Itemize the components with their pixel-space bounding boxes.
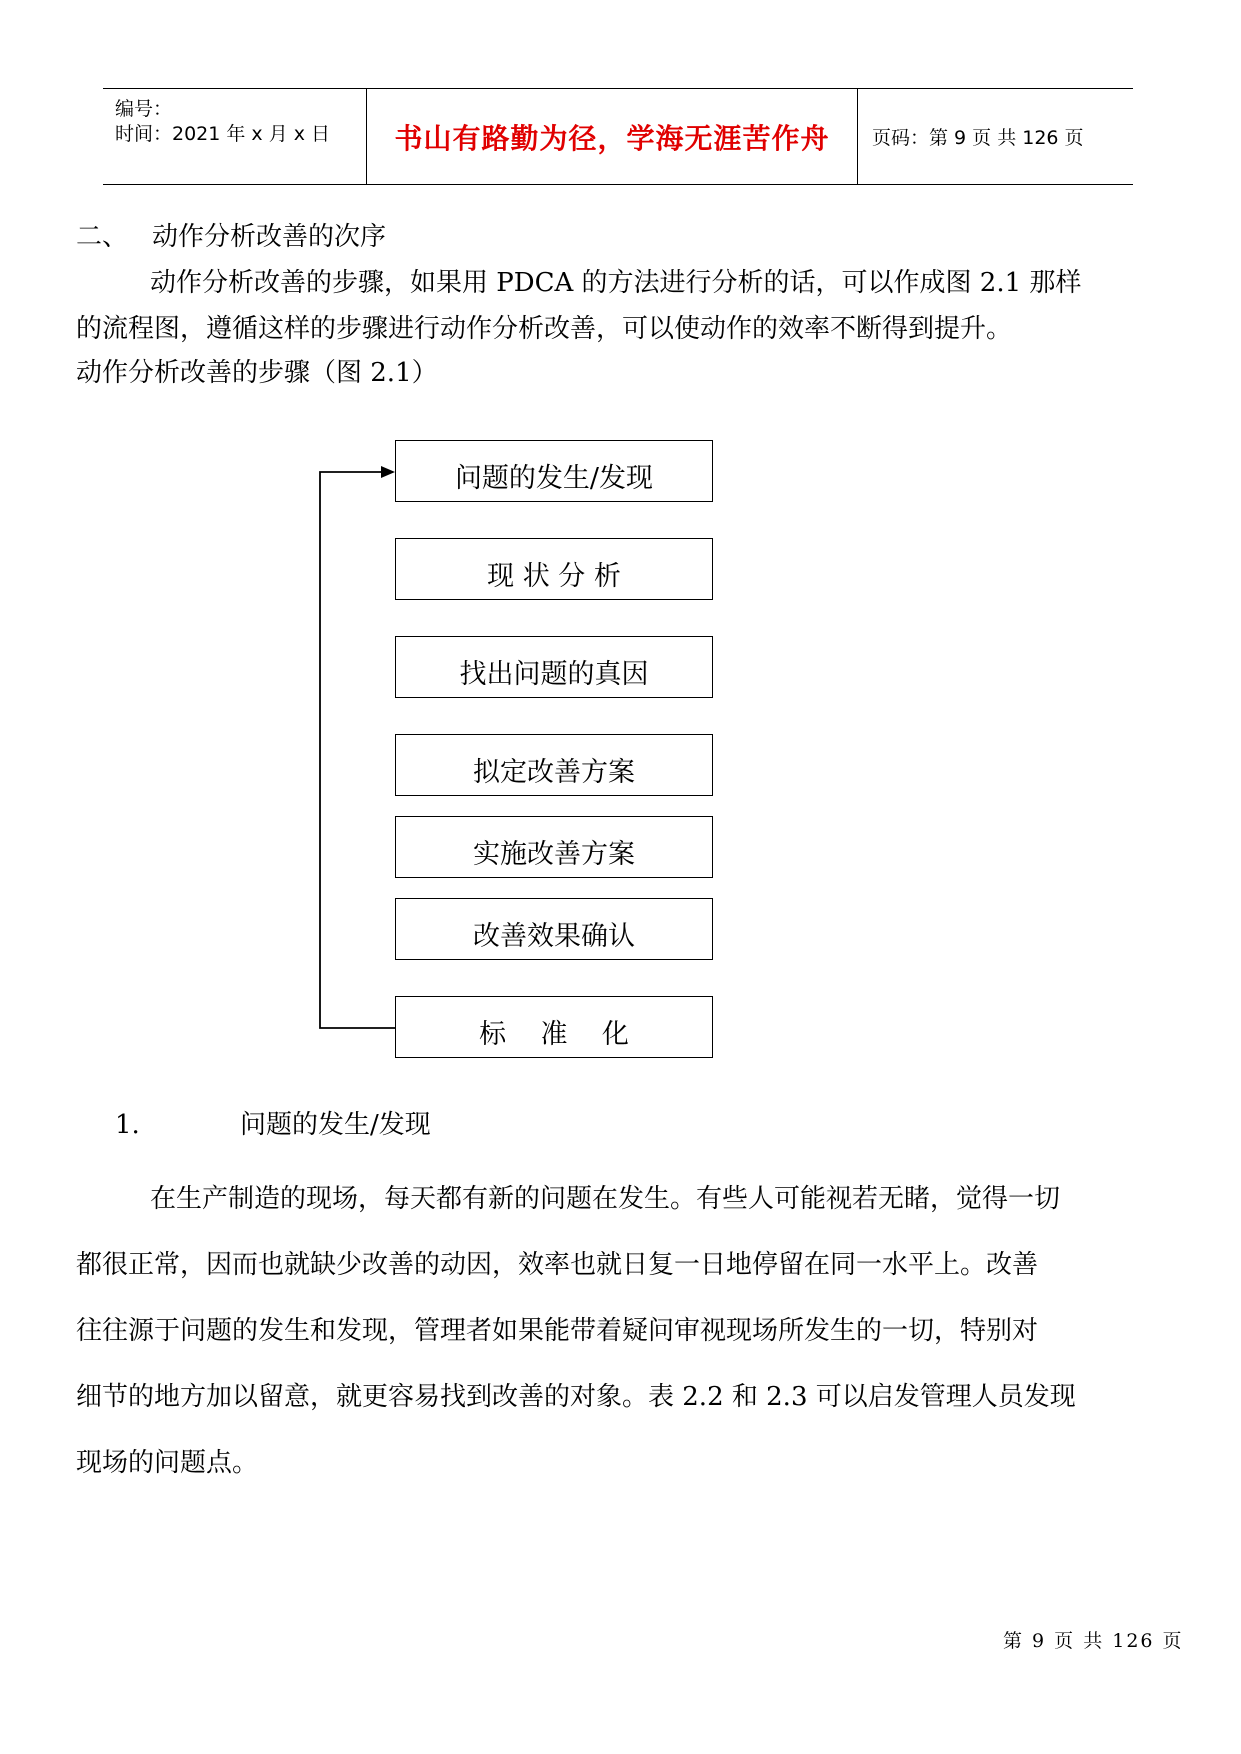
- paragraph-line-1: 在生产制造的现场，每天都有新的问题在发生。有些人可能视若无睹，觉得一切: [150, 1184, 1061, 1214]
- flow-step-3: 找出问题的真因: [395, 636, 713, 698]
- flow-step-2: 现 状 分 析: [395, 538, 713, 600]
- flow-step-1: 问题的发生/发现: [395, 440, 713, 502]
- flow-step-5: 实施改善方案: [395, 816, 713, 878]
- subsection-heading: [115, 1110, 431, 1141]
- paragraph-line-2: 都很正常，因而也就缺少改善的动因，效率也就日复一日地停留在同一水平上。改善: [76, 1250, 1039, 1280]
- subsection-title: 问题的发生/发现: [240, 1110, 431, 1140]
- flow-step-4: 拟定改善方案: [395, 734, 713, 796]
- motto-text: 书山有路勤为径，学海无涯苦作舟: [394, 121, 830, 155]
- intro-line-1: 动作分析改善的步骤，如果用 PDCA 的方法进行分析的话，可以作成图 2.1 那样: [150, 268, 1082, 298]
- intro-line-2: 的流程图，遵循这样的步骤进行动作分析改善，可以使动作的效率不断得到提升。: [76, 314, 1013, 344]
- figure-caption: 动作分析改善的步骤（图 2.1）: [76, 358, 438, 388]
- section-number: 二、: [76, 222, 129, 252]
- paragraph-line-5: 现场的问题点。: [76, 1448, 259, 1478]
- page-label: 页码：第 9 页 共 126 页: [872, 127, 1084, 149]
- section-title: 动作分析改善的次序: [152, 222, 387, 252]
- serial-label: 编号：: [115, 98, 173, 120]
- time-label: 时间：2021 年 x 月 x 日: [115, 123, 331, 145]
- subsection-number: 1.: [115, 1110, 140, 1140]
- flow-step-7: 标 准 化: [395, 996, 713, 1058]
- flow-step-6: 改善效果确认: [395, 898, 713, 960]
- paragraph-line-3: 往往源于问题的发生和发现，管理者如果能带着疑问审视现场所发生的一切，特别对: [76, 1316, 1039, 1346]
- footer-page-number: 第 9 页 共 126 页: [1003, 1630, 1184, 1652]
- paragraph-line-4: 细节的地方加以留意，就更容易找到改善的对象。表 2.2 和 2.3 可以启发管理人员发现: [76, 1382, 1076, 1412]
